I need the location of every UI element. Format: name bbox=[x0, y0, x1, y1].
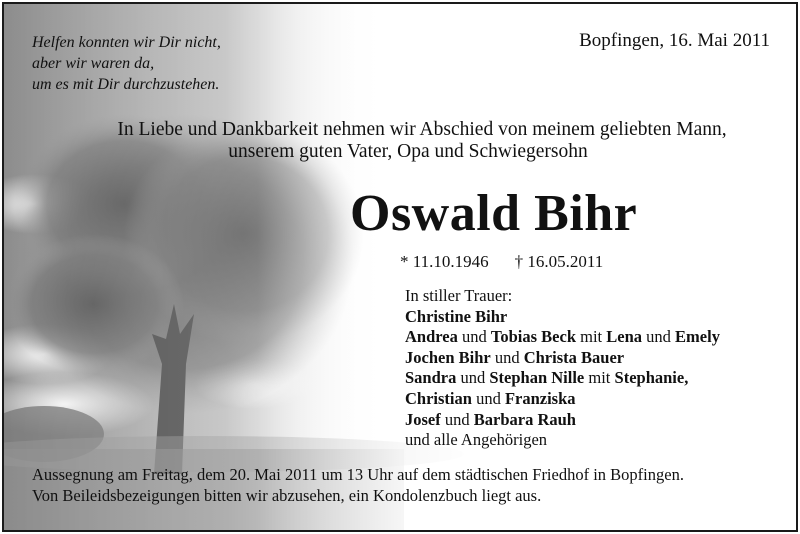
mourners-closing: und alle Angehörigen bbox=[405, 430, 548, 450]
mourner-name: Barbara Rauh bbox=[473, 409, 576, 429]
mourner-name: Stephanie, bbox=[614, 368, 689, 388]
mourner-line bbox=[405, 410, 720, 431]
mourner-name: Stephan Nille bbox=[489, 368, 585, 388]
condolence-info: Von Beileidsbezeigungen bitten wir abzusehen, ein Kondolenzbuch liegt aus. bbox=[32, 485, 542, 505]
life-dates bbox=[400, 252, 629, 272]
place-date: Bopfingen, 16. Mai 2011 bbox=[579, 30, 770, 51]
mourner-name: Andrea bbox=[405, 327, 458, 347]
connector-text: und bbox=[457, 327, 491, 347]
mourner-name: Lena bbox=[606, 327, 643, 347]
mourner-name: Sandra bbox=[405, 368, 457, 388]
connector-text: und bbox=[642, 327, 676, 347]
motto-line: aber wir waren da, bbox=[32, 55, 155, 72]
mourner-name: Jochen Bihr bbox=[405, 347, 491, 367]
footer-notice bbox=[32, 465, 684, 506]
mourner-name: Christa Bauer bbox=[523, 347, 625, 367]
connector-text: mit bbox=[584, 368, 615, 388]
connector-text: mit bbox=[576, 327, 607, 347]
connector-text: und bbox=[440, 409, 474, 429]
funeral-info: Aussegnung am Freitag, dem 20. Mai 2011 um 13 Uhr auf dem städtischen Friedhof in Bopfingen. bbox=[32, 465, 684, 484]
mourner-line bbox=[405, 348, 720, 369]
intro-line: unserem guten Vater, Opa und Schwiegersohn bbox=[228, 141, 588, 162]
mourner-line bbox=[405, 389, 720, 410]
mourner-line bbox=[405, 327, 720, 348]
mourners-list bbox=[405, 286, 720, 451]
birth-date: * 11.10.1946 bbox=[400, 252, 489, 271]
connector-text: und bbox=[471, 388, 505, 408]
mourners-heading: In stiller Trauer: bbox=[405, 286, 513, 305]
mourner-name: Josef bbox=[405, 409, 441, 429]
mourner-line bbox=[405, 307, 720, 328]
mourner-name: Christian bbox=[405, 388, 472, 408]
mourner-line bbox=[405, 368, 720, 389]
motto-line: um es mit Dir durchzustehen. bbox=[32, 76, 220, 93]
mourner-name: Franziska bbox=[504, 388, 576, 408]
mourner-name: Christine Bihr bbox=[405, 306, 508, 326]
motto-line: Helfen konnten wir Dir nicht, bbox=[32, 34, 221, 51]
connector-text: und bbox=[456, 368, 490, 388]
mourner-name: Tobias Beck bbox=[490, 327, 577, 347]
motto-quote bbox=[32, 32, 221, 95]
obituary-notice bbox=[2, 2, 798, 532]
mourner-name: Emely bbox=[675, 327, 720, 347]
connector-text: und bbox=[490, 347, 524, 367]
deceased-name: Oswald Bihr bbox=[350, 185, 638, 242]
intro-line: In Liebe und Dankbarkeit nehmen wir Abschied von meinem geliebten Mann, bbox=[117, 119, 727, 140]
death-date: † 16.05.2011 bbox=[514, 252, 604, 271]
